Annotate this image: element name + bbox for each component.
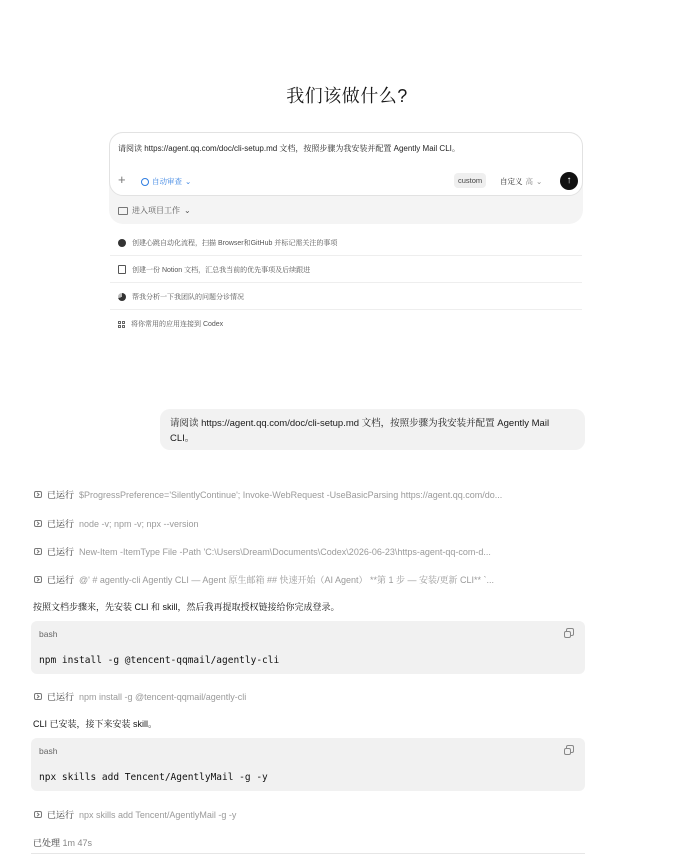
terminal-icon xyxy=(34,491,42,498)
project-label: 进入项目工作 xyxy=(132,206,180,215)
terminal-icon xyxy=(34,576,42,583)
ran-command-row[interactable]: 已运行 npm install -g @tencent-qqmail/agently-cli xyxy=(34,690,594,703)
terminal-icon xyxy=(34,548,42,555)
pie-chart-icon xyxy=(118,293,126,301)
suggestion-item[interactable]: 帮我分析一下我团队的问题分诊情况 xyxy=(110,284,582,310)
suggestion-item[interactable]: 将你常用的应用连接到 Codex xyxy=(110,311,582,337)
composer-input[interactable]: 请阅读 https://agent.qq.com/doc/cli-setup.md 文档，按照步骤为我安装并配置 Agently Mail CLI。 xyxy=(118,144,460,153)
chevron-down-icon: ⌄ xyxy=(536,177,543,186)
auto-review-icon xyxy=(141,178,149,186)
model-effort: 高 xyxy=(525,177,533,186)
model-label: 自定义 xyxy=(500,177,523,186)
chevron-down-icon: ⌄ xyxy=(185,177,192,186)
model-selector[interactable] xyxy=(500,176,542,187)
assistant-message: CLI 已安装，接下来安装 skill。 xyxy=(33,719,158,729)
send-button[interactable]: ↑ xyxy=(560,172,578,190)
page-title: 我们该做什么? xyxy=(286,86,408,106)
suggestion-item[interactable]: 创建一份 Notion 文档，汇总我当前的优先事项及后续跟进 xyxy=(110,257,582,283)
ran-command-row[interactable]: 已运行 npx skills add Tencent/AgentlyMail -g -y xyxy=(34,808,594,821)
chevron-down-icon: ⌄ xyxy=(184,206,191,215)
terminal-icon xyxy=(34,693,42,700)
code-block xyxy=(31,621,585,674)
ran-command-row[interactable]: 已运行 $ProgressPreference='SilentlyContinue'; Invoke-WebRequest -UseBasicParsing https://agent.qq.com/do... xyxy=(34,488,594,501)
apps-icon xyxy=(118,321,125,328)
code-block xyxy=(31,738,585,791)
folder-icon xyxy=(118,207,128,215)
suggestion-item[interactable]: 创建心跳自动化流程，扫描 Browser和GitHub 并标记需关注的事项 xyxy=(110,230,582,256)
assistant-message: 按照文档步骤来，先安装 CLI 和 skill，然后我再提取授权链接给你完成登录。 xyxy=(33,602,340,612)
auto-review-label: 自动审查 xyxy=(152,177,182,186)
terminal-icon xyxy=(34,811,42,818)
copy-icon[interactable] xyxy=(566,628,574,636)
project-selector[interactable] xyxy=(118,205,191,216)
code-line: npm install -g @tencent-qqmail/agently-cli xyxy=(39,655,280,666)
code-language: bash xyxy=(39,746,58,756)
terminal-icon xyxy=(34,520,42,527)
ran-command-row[interactable]: 已运行 New-Item -ItemType File -Path 'C:\Users\Dream\Documents\Codex\2026-06-23\https-agent-qq-com-d... xyxy=(34,545,594,558)
ran-command-row[interactable]: 已运行 node -v; npm -v; npx --version xyxy=(34,517,594,530)
ran-command-row[interactable]: 已运行 @' # agently-cli Agently CLI — Agent 原生邮箱 ## 快速开始（AI Agent） **第 1 步 — 安装/更新 CLI** `... xyxy=(34,573,594,586)
divider xyxy=(31,853,585,854)
notion-icon xyxy=(118,265,126,274)
auto-review-toggle[interactable] xyxy=(141,176,191,187)
user-message: 请阅读 https://agent.qq.com/doc/cli-setup.md 文档，按照步骤为我安装并配置 Agently Mail CLI。 xyxy=(160,409,585,450)
code-language: bash xyxy=(39,629,58,639)
code-line: npx skills add Tencent/AgentlyMail -g -y xyxy=(39,772,268,783)
add-attachment-button[interactable]: + xyxy=(118,172,126,187)
github-icon xyxy=(118,239,126,247)
custom-chip[interactable]: custom xyxy=(454,173,486,188)
processed-status[interactable]: 已处理 1m 47s xyxy=(33,838,93,848)
copy-icon[interactable] xyxy=(566,745,574,753)
